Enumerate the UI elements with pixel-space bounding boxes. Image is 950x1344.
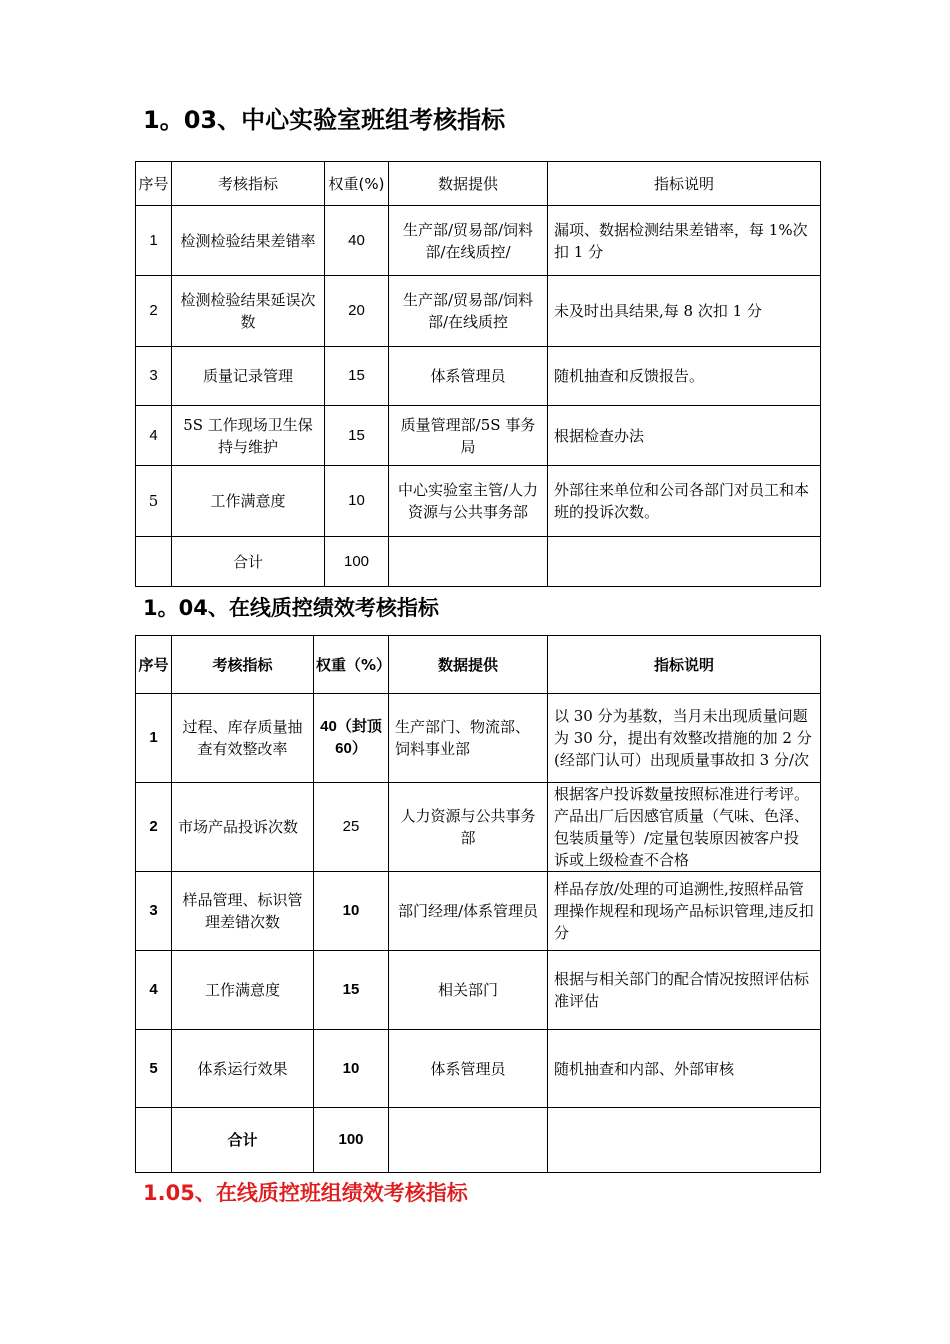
row-weight: 10 <box>325 466 389 537</box>
table-header-row <box>136 162 821 206</box>
row-no: 2 <box>136 783 172 872</box>
row-provider: 生产部/贸易部/饲料部/在线质控 <box>389 276 548 347</box>
row-indicator: 质量记录管理 <box>172 347 325 406</box>
col-header-desc: 指标说明 <box>548 162 821 206</box>
table-row <box>136 951 821 1030</box>
row-weight: 15 <box>314 951 389 1030</box>
row-desc: 未及时出具结果,每 8 次扣 1 分 <box>548 276 821 347</box>
table-row <box>136 1030 821 1108</box>
row-provider: 体系管理员 <box>389 1030 548 1108</box>
row-desc: 外部往来单位和公司各部门对员工和本班的投诉次数。 <box>548 466 821 537</box>
table-row <box>136 406 821 466</box>
total-label: 合计 <box>172 1108 314 1173</box>
row-provider: 体系管理员 <box>389 347 548 406</box>
table-row <box>136 206 821 276</box>
col-header-provider: 数据提供 <box>389 636 548 694</box>
row-desc: 以 30 分为基数，当月未出现质量问题为 30 分，提出有效整改措施的加 2 分(经部门认可）出现质量事故扣 3 分/次 <box>548 694 821 783</box>
row-desc: 漏项、数据检测结果差错率，每 1%次扣 1 分 <box>548 206 821 276</box>
table-row <box>136 466 821 537</box>
table-row <box>136 276 821 347</box>
row-desc: 根据与相关部门的配合情况按照评估标准评估 <box>548 951 821 1030</box>
row-weight: 40 <box>325 206 389 276</box>
row-indicator: 体系运行效果 <box>172 1030 314 1108</box>
total-label: 合计 <box>172 537 325 587</box>
col-header-no: 序号 <box>136 636 172 694</box>
row-no: 4 <box>136 951 172 1030</box>
row-provider: 生产部/贸易部/饲料部/在线质控/ <box>389 206 548 276</box>
row-no: 4 <box>136 406 172 466</box>
row-desc: 根据客户投诉数量按照标准进行考评。产品出厂后因感官质量（气味、色泽、包装质量等）/定量包装原因被客户投诉或上级检查不合格 <box>548 783 821 872</box>
row-desc: 随机抽查和反馈报告。 <box>548 347 821 406</box>
row-no: 3 <box>136 347 172 406</box>
total-desc <box>548 1108 821 1173</box>
row-provider: 生产部门、物流部、饲料事业部 <box>389 694 548 783</box>
table-total-row <box>136 1108 821 1173</box>
table-row <box>136 347 821 406</box>
row-weight: 40（封顶 60） <box>314 694 389 783</box>
section-title-1-03: 1。03、中心实验室班组考核指标 <box>143 106 506 134</box>
row-weight: 10 <box>314 872 389 951</box>
row-indicator: 检测检验结果差错率 <box>172 206 325 276</box>
row-no: 1 <box>136 694 172 783</box>
total-no <box>136 537 172 587</box>
table-row <box>136 872 821 951</box>
total-no <box>136 1108 172 1173</box>
online-qc-kpi-table <box>135 635 821 1173</box>
total-weight: 100 <box>325 537 389 587</box>
table-total-row <box>136 537 821 587</box>
row-indicator: 市场产品投诉次数 <box>172 783 314 872</box>
row-provider: 人力资源与公共事务部 <box>389 783 548 872</box>
total-desc <box>548 537 821 587</box>
row-desc: 样品存放/处理的可追溯性,按照样品管理操作规程和现场产品标识管理,违反扣分 <box>548 872 821 951</box>
row-weight: 10 <box>314 1030 389 1108</box>
col-header-desc: 指标说明 <box>548 636 821 694</box>
table-header-row <box>136 636 821 694</box>
row-provider: 部门经理/体系管理员 <box>389 872 548 951</box>
col-header-weight: 权重（%） <box>314 636 389 694</box>
col-header-provider: 数据提供 <box>389 162 548 206</box>
row-indicator: 样品管理、标识管理差错次数 <box>172 872 314 951</box>
row-no: 1 <box>136 206 172 276</box>
row-provider: 中心实验室主管/人力资源与公共事务部 <box>389 466 548 537</box>
row-indicator: 工作满意度 <box>172 951 314 1030</box>
table-row <box>136 783 821 872</box>
section-title-1-04: 1。04、在线质控绩效考核指标 <box>143 596 439 620</box>
col-header-weight: 权重(%) <box>325 162 389 206</box>
total-provider <box>389 1108 548 1173</box>
row-weight: 15 <box>325 347 389 406</box>
center-lab-kpi-table <box>135 161 821 587</box>
section-title-1-05: 1.05、在线质控班组绩效考核指标 <box>143 1181 468 1205</box>
col-header-indicator: 考核指标 <box>172 162 325 206</box>
row-indicator: 检测检验结果延误次数 <box>172 276 325 347</box>
row-provider: 相关部门 <box>389 951 548 1030</box>
row-desc: 随机抽查和内部、外部审核 <box>548 1030 821 1108</box>
row-indicator: 工作满意度 <box>172 466 325 537</box>
row-weight: 20 <box>325 276 389 347</box>
row-no: 2 <box>136 276 172 347</box>
row-no: 3 <box>136 872 172 951</box>
row-no: 5 <box>136 1030 172 1108</box>
table-row <box>136 694 821 783</box>
total-weight: 100 <box>314 1108 389 1173</box>
row-weight: 25 <box>314 783 389 872</box>
total-provider <box>389 537 548 587</box>
col-header-indicator: 考核指标 <box>172 636 314 694</box>
row-weight: 15 <box>325 406 389 466</box>
row-indicator: 5S 工作现场卫生保持与维护 <box>172 406 325 466</box>
row-no: 5 <box>136 466 172 537</box>
col-header-no: 序号 <box>136 162 172 206</box>
row-provider: 质量管理部/5S 事务局 <box>389 406 548 466</box>
row-indicator: 过程、库存质量抽查有效整改率 <box>172 694 314 783</box>
row-desc: 根据检查办法 <box>548 406 821 466</box>
